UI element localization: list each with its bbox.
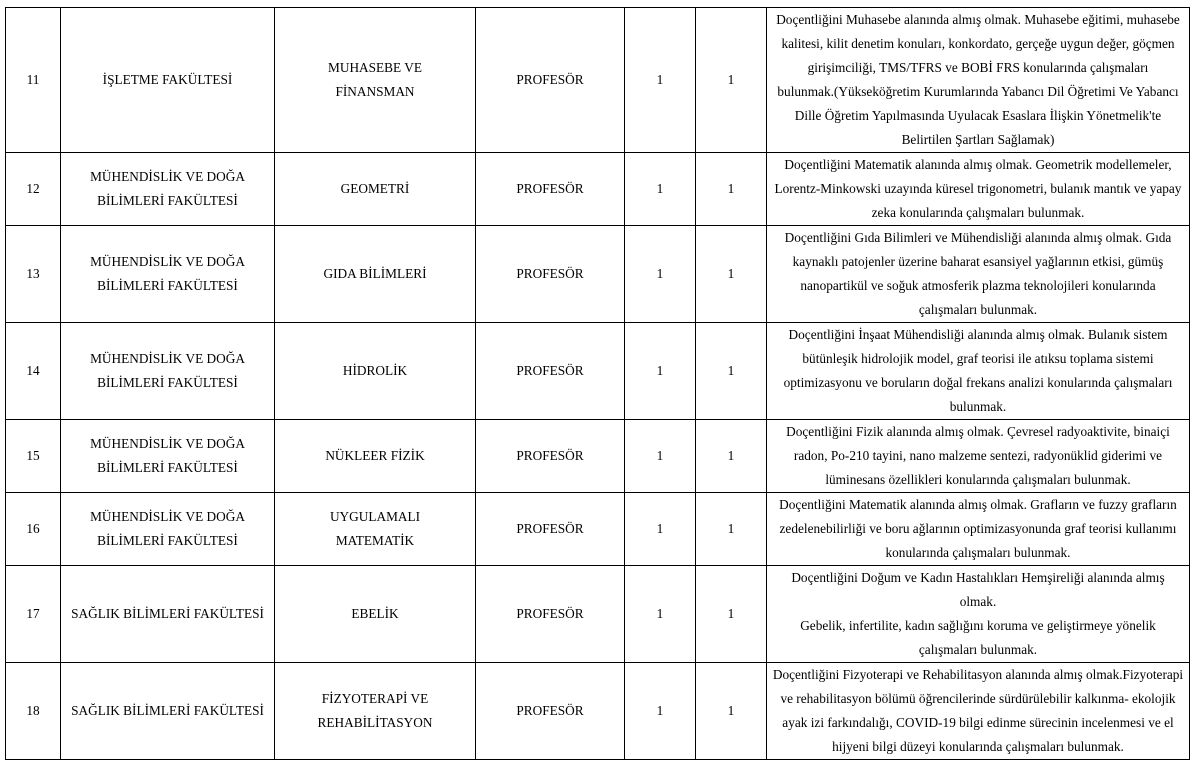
requirements-cell-line: Doçentliğini Muhasebe alanında almış olmak. Muhasebe eğitimi, muhasebe xyxy=(776,12,1180,27)
department-cell-line: NÜKLEER FİZİK xyxy=(325,448,425,463)
department-cell-line: GIDA BİLİMLERİ xyxy=(323,266,427,281)
department-cell xyxy=(275,323,476,420)
requirements-cell-line: Doçentliğini Matematik alanında almış olmak. Grafların ve fuzzy grafların xyxy=(779,497,1177,512)
row-number: 16 xyxy=(6,493,61,566)
requirements-cell-line: Doçentliğini Matematik alanında almış olmak. Geometrik modellemeler, xyxy=(784,157,1172,172)
department-cell-line: MUHASEBE VE xyxy=(328,60,422,75)
count-cell-a: 1 xyxy=(625,8,696,153)
requirements-cell-line: girişimciliği, TMS/TFRS ve BOBİ FRS konularında çalışmaları xyxy=(807,60,1149,75)
title-cell: PROFESÖR xyxy=(476,226,625,323)
count-cell-a: 1 xyxy=(625,566,696,663)
faculty-cell-line: BİLİMLERİ FAKÜLTESİ xyxy=(97,375,238,390)
count-cell-b: 1 xyxy=(696,323,767,420)
department-cell xyxy=(275,493,476,566)
department-cell-line: REHABİLİTASYON xyxy=(317,715,433,730)
count-cell-a: 1 xyxy=(625,153,696,226)
department-cell xyxy=(275,420,476,493)
row-number: 15 xyxy=(6,420,61,493)
requirements-cell-line: bütünleşik hidrolojik model, graf teorisi ile atıksu toplama sistemi xyxy=(802,351,1154,366)
department-cell xyxy=(275,566,476,663)
count-cell-b: 1 xyxy=(696,226,767,323)
title-cell: PROFESÖR xyxy=(476,663,625,760)
faculty-cell-line: MÜHENDİSLİK VE DOĞA xyxy=(90,351,245,366)
requirements-cell-line: bulunmak. xyxy=(949,399,1007,414)
requirements-cell-line: Gebelik, infertilite, kadın sağlığını koruma ve geliştirmeye yönelik xyxy=(800,618,1156,633)
count-cell-a: 1 xyxy=(625,420,696,493)
faculty-cell xyxy=(61,226,275,323)
requirements-cell-line: zeka konularında çalışmaları bulunmak. xyxy=(871,205,1085,220)
requirements-cell-line: Doçentliğini Fizyoterapi ve Rehabilitasyon alanında almış olmak.Fizyoterapi xyxy=(772,667,1184,682)
positions-table xyxy=(5,7,1190,760)
department-cell-line: HİDROLİK xyxy=(342,363,408,378)
requirements-cell-line: Lorentz-Minkowski uzayında küresel trigonometri, bulanık mantık ve yapay xyxy=(774,181,1182,196)
department-cell xyxy=(275,153,476,226)
table-row xyxy=(6,566,1190,663)
row-number: 13 xyxy=(6,226,61,323)
count-cell-b: 1 xyxy=(696,493,767,566)
requirements-cell xyxy=(767,226,1190,323)
row-number: 11 xyxy=(6,8,61,153)
department-cell-line: FİNANSMAN xyxy=(335,84,415,99)
table-body xyxy=(6,8,1190,760)
title-cell: PROFESÖR xyxy=(476,420,625,493)
department-cell xyxy=(275,663,476,760)
requirements-cell-line: çalışmaları bulunmak. xyxy=(918,302,1038,317)
requirements-cell-line: Doçentliğini Doğum ve Kadın Hastalıkları Hemşireliği alanında almış olmak. xyxy=(791,570,1165,609)
count-cell-a: 1 xyxy=(625,663,696,760)
requirements-cell xyxy=(767,8,1190,153)
table-row xyxy=(6,323,1190,420)
requirements-cell-line: radon, Po-210 tayini, nano malzeme sentezi, radyonüklid giderimi ve xyxy=(793,448,1163,463)
requirements-cell-line: konularında çalışmaları bulunmak. xyxy=(885,545,1071,560)
requirements-cell-line: çalışmaları bulunmak. xyxy=(918,642,1038,657)
faculty-cell xyxy=(61,153,275,226)
requirements-cell-line: Doçentliğini Gıda Bilimleri ve Mühendisliği alanında almış olmak. Gıda xyxy=(784,230,1172,245)
table-row xyxy=(6,226,1190,323)
row-number: 18 xyxy=(6,663,61,760)
requirements-cell xyxy=(767,323,1190,420)
count-cell-a: 1 xyxy=(625,323,696,420)
title-cell: PROFESÖR xyxy=(476,493,625,566)
faculty-cell xyxy=(61,323,275,420)
department-cell xyxy=(275,8,476,153)
requirements-cell-line: Doçentliğini Fizik alanında almış olmak. Çevresel radyoaktivite, binaiçi xyxy=(786,424,1170,439)
faculty-cell-line: BİLİMLERİ FAKÜLTESİ xyxy=(97,533,238,548)
requirements-cell-line: Doçentliğini İnşaat Mühendisliği alanında almış olmak. Bulanık sistem xyxy=(788,327,1168,342)
title-cell: PROFESÖR xyxy=(476,566,625,663)
department-cell xyxy=(275,226,476,323)
requirements-cell-line: bulunmak.(Yükseköğretim Kurumlarında Yabancı Dil Öğretimi Ve Yabancı xyxy=(777,84,1179,99)
row-number: 14 xyxy=(6,323,61,420)
faculty-cell xyxy=(61,493,275,566)
department-cell-line: MATEMATİK xyxy=(335,533,415,548)
faculty-cell xyxy=(61,420,275,493)
requirements-cell xyxy=(767,153,1190,226)
department-cell-line: GEOMETRİ xyxy=(340,181,410,196)
count-cell-a: 1 xyxy=(625,493,696,566)
faculty-cell: SAĞLIK BİLİMLERİ FAKÜLTESİ xyxy=(61,663,275,760)
faculty-cell: SAĞLIK BİLİMLERİ FAKÜLTESİ xyxy=(61,566,275,663)
requirements-cell xyxy=(767,566,1190,663)
requirements-cell-line: nanopartikül ve soğuk atmosferik plazma teknolojileri konularında xyxy=(800,278,1156,293)
table-row xyxy=(6,663,1190,760)
requirements-cell-line: zedelenebilirliği ve boru ağlarının optimizasyonunda graf teorisi kullanımı xyxy=(779,521,1177,536)
department-cell-line: EBELİK xyxy=(351,606,399,621)
table-row xyxy=(6,8,1190,153)
faculty-cell-line: MÜHENDİSLİK VE DOĞA xyxy=(90,169,245,184)
count-cell-b: 1 xyxy=(696,420,767,493)
count-cell-b: 1 xyxy=(696,663,767,760)
title-cell: PROFESÖR xyxy=(476,323,625,420)
faculty-cell-line: MÜHENDİSLİK VE DOĞA xyxy=(90,509,245,524)
count-cell-b: 1 xyxy=(696,8,767,153)
count-cell-a: 1 xyxy=(625,226,696,323)
title-cell: PROFESÖR xyxy=(476,153,625,226)
table-row xyxy=(6,493,1190,566)
row-number: 12 xyxy=(6,153,61,226)
count-cell-b: 1 xyxy=(696,153,767,226)
faculty-cell-line: MÜHENDİSLİK VE DOĞA xyxy=(90,436,245,451)
requirements-cell-line: Belirtilen Şartları Sağlamak) xyxy=(901,132,1055,147)
requirements-cell xyxy=(767,663,1190,760)
faculty-cell-line: MÜHENDİSLİK VE DOĞA xyxy=(90,254,245,269)
requirements-cell-line: kaynaklı patojenler üzerine baharat esansiyel yağlarının etkisi, gümüş xyxy=(792,254,1164,269)
requirements-cell xyxy=(767,493,1190,566)
requirements-cell-line: hijyeni bilgi düzeyi konularında çalışmaları bulunmak. xyxy=(832,739,1124,754)
requirements-cell-line: kalitesi, kilit denetim konuları, konkordato, gerçeğe uygun değer, göçmen xyxy=(781,36,1175,51)
faculty-cell-line: BİLİMLERİ FAKÜLTESİ xyxy=(97,460,238,475)
requirements-cell-line: ayak izi farkındalığı, COVID-19 bilgi edinme sürecinin incelenmesi ve el xyxy=(782,715,1174,730)
faculty-cell: İŞLETME FAKÜLTESİ xyxy=(61,8,275,153)
faculty-cell-line: BİLİMLERİ FAKÜLTESİ xyxy=(97,278,238,293)
table-row xyxy=(6,420,1190,493)
table-row xyxy=(6,153,1190,226)
row-number: 17 xyxy=(6,566,61,663)
requirements-cell-line: ve rehabilitasyon bölümü öğrencilerinde sürdürülebilir kalkınma- ekolojik xyxy=(780,691,1176,706)
requirements-cell xyxy=(767,420,1190,493)
count-cell-b: 1 xyxy=(696,566,767,663)
department-cell-line: UYGULAMALI xyxy=(329,509,421,524)
requirements-cell-line: lüminesans özellikleri konularında çalışmaları bulunmak. xyxy=(825,472,1131,487)
requirements-cell-line: optimizasyonu ve boruların doğal frekans analizi konularında çalışmaları xyxy=(783,375,1173,390)
department-cell-line: FİZYOTERAPİ VE xyxy=(321,691,429,706)
requirements-cell-line: Dille Öğretim Yapılmasında Uyulacak Esaslara İlişkin Yönetmelik'te xyxy=(794,108,1162,123)
title-cell: PROFESÖR xyxy=(476,8,625,153)
faculty-cell-line: BİLİMLERİ FAKÜLTESİ xyxy=(97,193,238,208)
